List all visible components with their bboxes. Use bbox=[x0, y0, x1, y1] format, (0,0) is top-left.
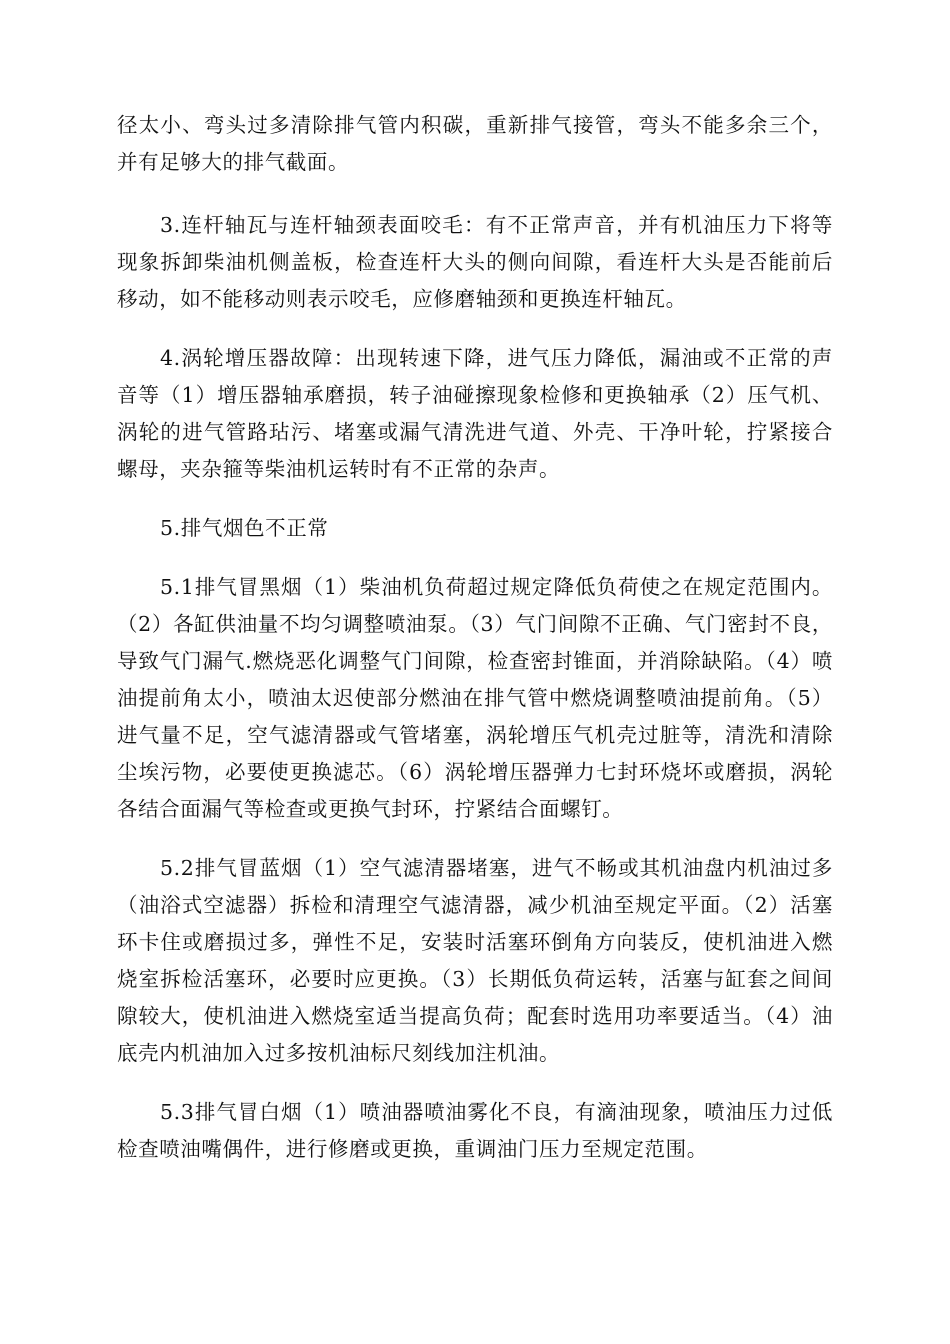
section-heading-exhaust-smoke: 5.排气烟色不正常 bbox=[160, 516, 329, 540]
document-body bbox=[117, 107, 833, 1190]
paragraph-blue-smoke: 5.2排气冒蓝烟（1）空气滤清器堵塞，进气不畅或其机油盘内机油过多（油浴式空滤器）拆检和清理空气滤清器，减少机油至规定平面。（2）活塞环卡住或磨损过多，弹性不足，安装时活塞环倒角方向装反，使机油进入燃烧室拆检活塞环，必要时应更换。（3）长期低负荷运转，活塞与缸套之间间隙较大，使机油进入燃烧室适当提高负荷；配套时选用功率要适当。（4）油底壳内机油加入过多按机油标尺刻线加注机油。 bbox=[117, 856, 833, 1065]
paragraph-exhaust-pipe-continuation: 径太小、弯头过多清除排气管内积碳，重新排气接管，弯头不能多余三个，并有足够大的排气截面。 bbox=[117, 113, 833, 174]
paragraph-turbocharger-fault: 4.涡轮增压器故障：出现转速下降，进气压力降低，漏油或不正常的声音等（1）增压器轴承磨损，转子油碰擦现象检修和更换轴承（2）压气机、涡轮的进气管路玷污、堵塞或漏气清洗进气道、外壳、干净叶轮，拧紧接合螺母，夹杂箍等柴油机运转时有不正常的杂声。 bbox=[117, 346, 833, 481]
paragraph-white-smoke: 5.3排气冒白烟（1）喷油器喷油雾化不良，有滴油现象，喷油压力过低检查喷油嘴偶件，进行修磨或更换，重调油门压力至规定范围。 bbox=[117, 1100, 833, 1161]
paragraph-black-smoke: 5.1排气冒黑烟（1）柴油机负荷超过规定降低负荷使之在规定范围内。（2）各缸供油量不均匀调整喷油泵。（3）气门间隙不正确、气门密封不良，导致气门漏气.燃烧恶化调整气门间隙，检查密封锥面，并消除缺陷。（4）喷油提前角太小，喷油太迟使部分燃油在排气管中燃烧调整喷油提前角。（5）进气量不足，空气滤清器或气管堵塞，涡轮增压气机壳过脏等，清洗和清除尘埃污物，必要使更换滤芯。（6）涡轮增压器弹力七封环烧坏或磨损，涡轮各结合面漏气等检查或更换气封环，拧紧结合面螺钉。 bbox=[117, 575, 833, 821]
paragraph-connecting-rod-bearing: 3.连杆轴瓦与连杆轴颈表面咬毛：有不正常声音，并有机油压力下将等现象拆卸柴油机侧盖板，检查连杆大头的侧向间隙，看连杆大头是否能前后移动，如不能移动则表示咬毛，应修磨轴颈和更换连杆轴瓦。 bbox=[117, 213, 833, 311]
